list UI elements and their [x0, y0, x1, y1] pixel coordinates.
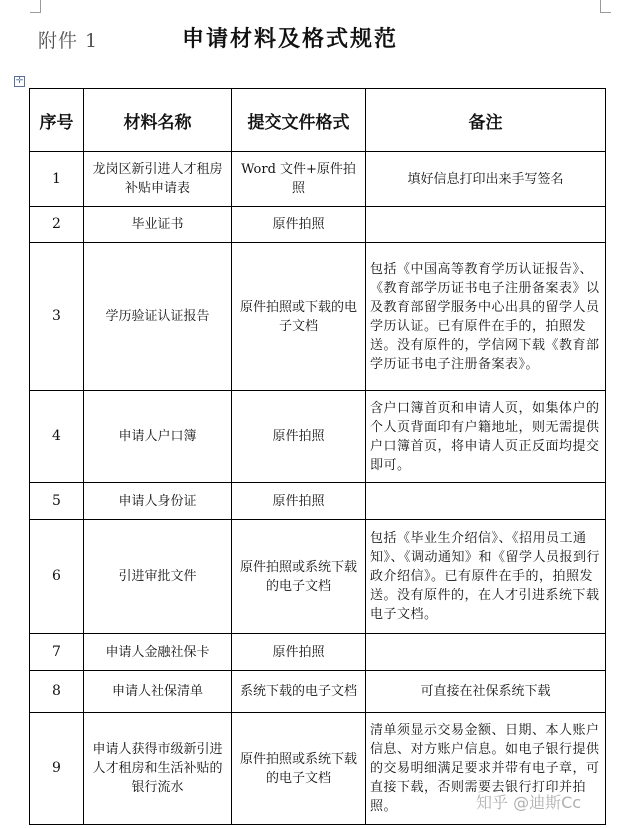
row-number: 4: [30, 391, 84, 483]
header-notes: 备注: [366, 89, 606, 152]
file-format: 系统下载的电子文档: [232, 671, 366, 713]
row-number: 9: [30, 713, 84, 825]
note: 含户口簿首页和申请人页，如集体户的个人页背面印有户籍地址，则无需提供户口簿首页，将申请人页正反面均提交即可。: [366, 391, 606, 483]
table-row: [30, 634, 606, 671]
note: 清单须显示交易金额、日期、本人账户信息、对方账户信息。如电子银行提供的交易明细满足要求并带有电子章，可直接下载，否则需要去银行打印并拍照。: [366, 713, 606, 825]
note: 包括《毕业生介绍信》、《招用员工通知》、《调动通知》和《留学人员报到行政介绍信》。已有原件在手的，拍照发送。没有原件的，在人才引进系统下载电子文档。: [366, 520, 606, 634]
file-format: 原件拍照: [232, 207, 366, 243]
table-move-handle-icon[interactable]: ✛: [15, 76, 24, 86]
file-format: 原件拍照: [232, 634, 366, 671]
material-name: 申请人户口簿: [84, 391, 232, 483]
material-name: 学历验证认证报告: [84, 243, 232, 391]
row-number: 7: [30, 634, 84, 671]
table-row: [30, 243, 606, 391]
table-header-row: [30, 89, 606, 152]
file-format: Word 文件+原件拍照: [232, 152, 366, 207]
file-format: 原件拍照: [232, 391, 366, 483]
table-row: [30, 520, 606, 634]
note: [366, 483, 606, 520]
crop-mark-left: [30, 0, 41, 13]
note: [366, 207, 606, 243]
file-format: 原件拍照或系统下载的电子文档: [232, 713, 366, 825]
note: [366, 634, 606, 671]
note: 可直接在社保系统下载: [366, 671, 606, 713]
table-row: [30, 152, 606, 207]
row-number: 6: [30, 520, 84, 634]
appendix-label: 附件 1: [38, 30, 99, 52]
material-name: 毕业证书: [84, 207, 232, 243]
header-file-format: 提交文件格式: [232, 89, 366, 152]
row-number: 2: [30, 207, 84, 243]
file-format: 原件拍照或下载的电子文档: [232, 243, 366, 391]
document-title: 申请材料及格式规范: [182, 26, 399, 52]
header-seq: 序号: [30, 89, 84, 152]
table-row: [30, 483, 606, 520]
note: 包括《中国高等教育学历认证报告》、《教育部学历证书电子注册备案表》以及教育部留学服务中心出具的留学人员学历认证。已有原件在手的，拍照发送。没有原件的，学信网下载《教育部学历证书电子注册备案表》。: [366, 243, 606, 391]
header-material-name: 材料名称: [84, 89, 232, 152]
crop-mark-right: [600, 0, 611, 13]
material-name: 引进审批文件: [84, 520, 232, 634]
material-name: 申请人金融社保卡: [84, 634, 232, 671]
material-name: 申请人获得市级新引进人才租房和生活补贴的银行流水: [84, 713, 232, 825]
row-number: 1: [30, 152, 84, 207]
row-number: 5: [30, 483, 84, 520]
material-name: 龙岗区新引进人才租房补贴申请表: [84, 152, 232, 207]
table-row: [30, 671, 606, 713]
table-row: [30, 207, 606, 243]
note: 填好信息打印出来手写签名: [366, 152, 606, 207]
file-format: 原件拍照: [232, 483, 366, 520]
file-format: 原件拍照或系统下载的电子文档: [232, 520, 366, 634]
table-row: [30, 391, 606, 483]
row-number: 3: [30, 243, 84, 391]
row-number: 8: [30, 671, 84, 713]
material-name: 申请人社保清单: [84, 671, 232, 713]
material-name: 申请人身份证: [84, 483, 232, 520]
materials-table: [29, 88, 606, 825]
watermark: 知乎 @迪斯Cc: [476, 793, 582, 812]
